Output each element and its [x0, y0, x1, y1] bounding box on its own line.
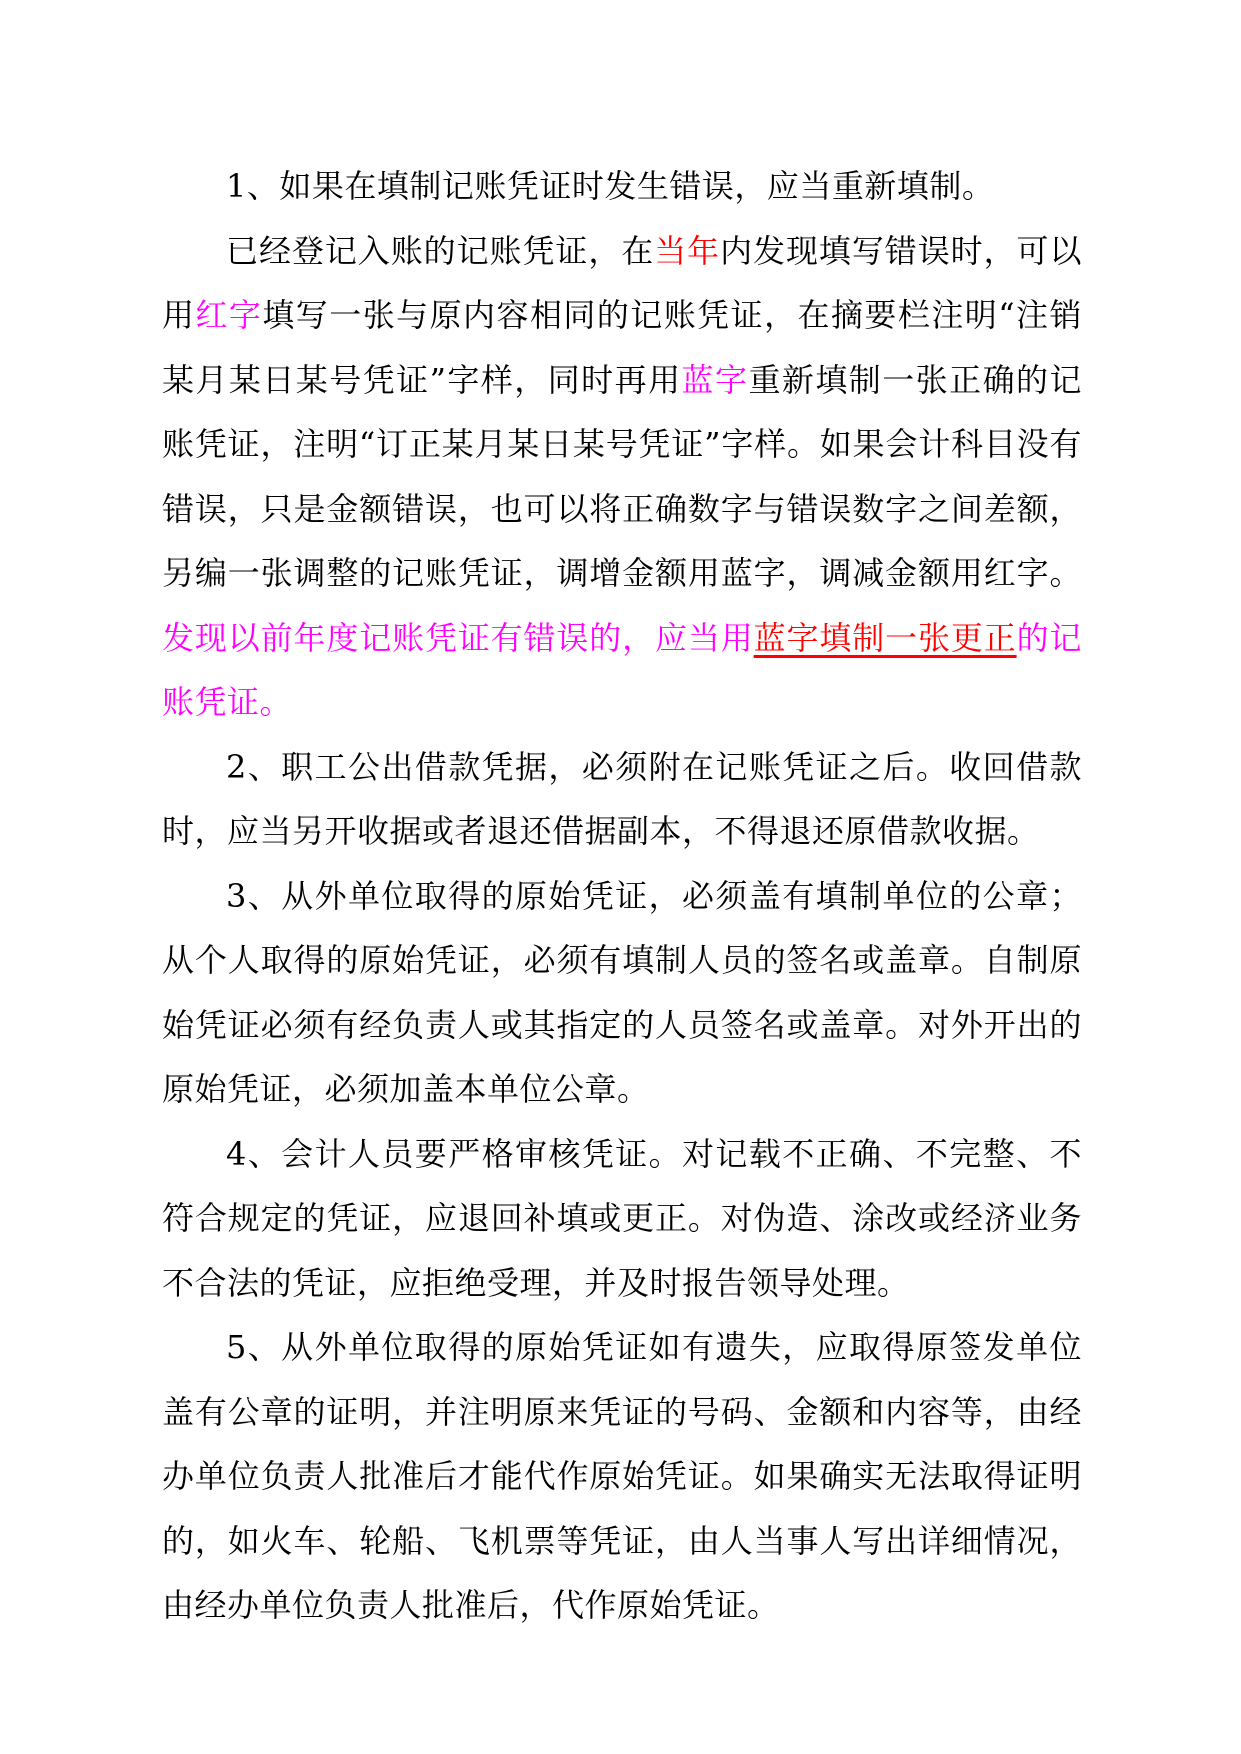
paragraph-3: [162, 735, 1082, 864]
paragraph-2: [162, 219, 1082, 735]
highlight-prior-year-end: 的记账凭证。: [162, 618, 1082, 721]
paragraph-1-text: 1、如果在填制记账凭证时发生错误，应当重新填制。: [226, 167, 995, 205]
highlight-current-year: 当年: [654, 231, 721, 270]
highlight-prior-year-sentence: 发现以前年度记账凭证有错误的，应当用: [162, 618, 754, 657]
paragraph-4: [162, 864, 1082, 1122]
paragraph-5-text: 4、会计人员要严格审核凭证。对记载不正确、不完整、不符合规定的凭证，应退回补填或更正。对伪造、涂改或经济业务不合法的凭证，应拒绝受理，并及时报告领导处理。: [162, 1134, 1082, 1302]
paragraph-1: [162, 154, 1082, 219]
highlight-underlined-correction: 蓝字填制一张更正: [753, 618, 1017, 657]
paragraph-2-seg5: 填写一张与原内容相同的记账凭证，在摘要栏注明“注销某月某日某号凭证”字样，同时再用: [162, 296, 1082, 399]
paragraph-2-seg3: 内发现填写错误时，可以用: [162, 231, 1082, 334]
paragraph-2-seg7: 重新填制一张正确的记账凭证，注明“订正某月某日某号凭证”字样。如果会计科目没有错误，只是金额错误，也可以将正确数字与错误数字之间差额，另编一张调整的记账凭证，调增金额用蓝字，调减金额用红字。: [162, 360, 1082, 592]
paragraph-6: [162, 1315, 1082, 1638]
paragraph-6-text: 5、从外单位取得的原始凭证如有遗失，应取得原签发单位盖有公章的证明，并注明原来凭证的号码、金额和内容等，由经办单位负责人批准后才能代作原始凭证。如果确实无法取得证明的，如火车、轮船、飞机票等凭证，由人当事人写出详细情况，由经办单位负责人批准后，代作原始凭证。: [162, 1328, 1082, 1624]
highlight-blue-ink: 蓝字: [681, 360, 749, 399]
paragraph-4-text: 3、从外单位取得的原始凭证，必须盖有填制单位的公章；从个人取得的原始凭证，必须有填制人员的签名或盖章。自制原始凭证必须有经负责人或其指定的人员签名或盖章。对外开出的原始凭证，必须加盖本单位公章。: [162, 876, 1082, 1108]
paragraph-5: [162, 1122, 1082, 1316]
paragraph-2-seg1: 已经登记入账的记账凭证，在: [226, 231, 655, 270]
highlight-red-ink: 红字: [195, 296, 263, 334]
paragraph-3-text: 2、职工公出借款凭据，必须附在记账凭证之后。收回借款时，应当另开收据或者退还借据副本，不得退还原借款收据。: [162, 747, 1082, 850]
document-page: [162, 154, 1082, 1638]
